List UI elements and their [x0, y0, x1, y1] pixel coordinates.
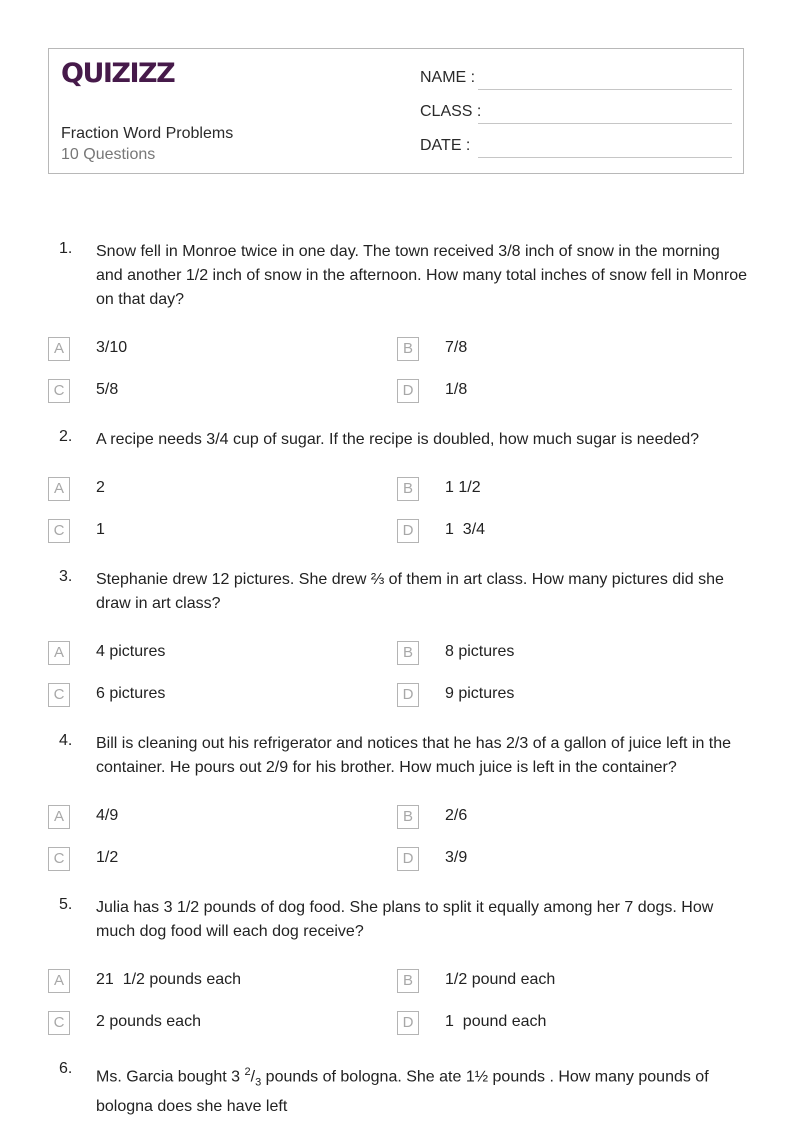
option-letter-box: A — [48, 477, 70, 501]
option-text: 2 — [96, 479, 105, 496]
option-text: 8 pictures — [445, 643, 515, 660]
question-text: A recipe needs 3/4 cup of sugar. If the recipe is doubled, how much sugar is needed? — [96, 431, 700, 448]
option-text: 21 1/2 pounds each — [96, 971, 242, 988]
name-line — [478, 89, 732, 90]
fraction-slash: / — [250, 1068, 256, 1086]
option-text: 4/9 — [96, 807, 119, 824]
option-letter-box: C — [48, 1011, 70, 1035]
question-text-part: Ms. Garcia bought 3 — [96, 1068, 245, 1086]
option-text: 7/8 — [445, 339, 468, 356]
option-text: 1/2 — [96, 849, 119, 866]
question-text: Bill is cleaning out his refrigerator and notices that he has 2/3 of a gallon of juice left in the container. He pours out 2/9 for his brother. How much juice is left in the container? — [96, 735, 732, 776]
option-text: 1 — [96, 521, 105, 538]
fraction-numerator: 2 — [244, 1066, 251, 1078]
date-label: DATE : — [420, 137, 471, 154]
option-text: 3/9 — [445, 849, 468, 866]
option-letter-box: C — [48, 683, 70, 707]
option-letter-box: D — [397, 683, 419, 707]
option-letter-box: B — [397, 337, 419, 361]
option-text: 1 pound each — [445, 1013, 547, 1030]
option-letter-box: A — [48, 969, 70, 993]
option-text: 6 pictures — [96, 685, 166, 702]
class-line — [478, 123, 732, 124]
option-text: 2 pounds each — [96, 1013, 201, 1030]
question-number: 4. — [59, 732, 73, 749]
date-line — [478, 157, 732, 158]
option-letter-box: D — [397, 519, 419, 543]
option-letter-box: A — [48, 805, 70, 829]
question-number: 1. — [59, 240, 73, 257]
option-letter-box: B — [397, 477, 419, 501]
option-text: 3/10 — [96, 339, 128, 356]
svg-text:QUIZIZZ: QUIZIZZ — [61, 58, 175, 87]
question-number: 3. — [59, 568, 73, 585]
option-letter-box: C — [48, 519, 70, 543]
question-number: 6. — [59, 1060, 73, 1077]
class-label: CLASS : — [420, 103, 482, 120]
option-text: 9 pictures — [445, 685, 515, 702]
option-text: 1/8 — [445, 381, 468, 398]
option-letter-box: C — [48, 379, 70, 403]
option-letter-box: D — [397, 847, 419, 871]
option-letter-box: D — [397, 1011, 419, 1035]
question-number: 2. — [59, 428, 73, 445]
worksheet-title: Fraction Word Problems — [61, 125, 234, 142]
quizizz-logo — [61, 57, 181, 87]
question-text: Snow fell in Monroe twice in one day. The town received 3/8 inch of snow in the morning and another 1/2 inch of snow in the afternoon. How many total inches of snow fell in Monroe on that day? — [96, 243, 748, 308]
option-letter-box: B — [397, 805, 419, 829]
option-text: 1/2 pound each — [445, 971, 556, 988]
worksheet-header — [48, 48, 744, 174]
question-count: 10 Questions — [61, 146, 156, 163]
question-text: Julia has 3 1/2 pounds of dog food. She plans to split it equally among her 7 dogs. How much dog food will each dog receive? — [96, 899, 714, 940]
question-text-part: pounds of bologna. She ate 1½ pounds . How many pounds of bologna does she have left — [96, 1068, 709, 1115]
option-letter-box: B — [397, 969, 419, 993]
option-text: 1 1/2 — [445, 479, 481, 496]
option-letter-box: D — [397, 379, 419, 403]
option-letter-box: A — [48, 337, 70, 361]
option-text: 4 pictures — [96, 643, 166, 660]
question-number: 5. — [59, 896, 73, 913]
name-label: NAME : — [420, 69, 476, 86]
option-text: 5/8 — [96, 381, 119, 398]
option-letter-box: C — [48, 847, 70, 871]
option-text: 2/6 — [445, 807, 468, 824]
question-text — [96, 1060, 748, 1119]
option-letter-box: B — [397, 641, 419, 665]
option-text: 1 3/4 — [445, 521, 486, 538]
option-letter-box: A — [48, 641, 70, 665]
fraction-denominator: 3 — [255, 1076, 262, 1089]
question-text: Stephanie drew 12 pictures. She drew ⅔ of them in art class. How many pictures did she draw in art class? — [96, 571, 724, 612]
